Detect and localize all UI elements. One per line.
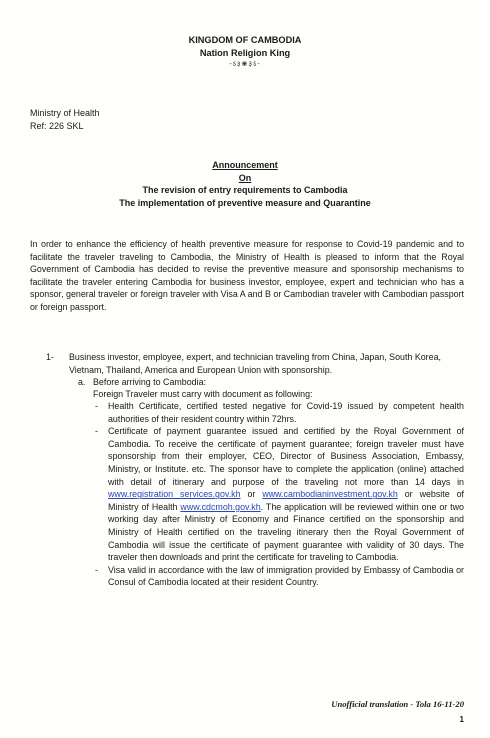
bullet-dash: -: [95, 564, 98, 575]
ministry-block: [30, 107, 100, 132]
bullet-dash: -: [95, 426, 98, 437]
translation-note: Unofficial translation - Tola 16-11-20: [331, 699, 464, 709]
item-text: Business investor, employee, expert, and technician traveling from China, Japan, South Korea, Vietnam, Thailand, America and European Union with sponsorship.: [69, 352, 441, 375]
intro-paragraph: In order to enhance the efficiency of health preventive measure for response to Covid-19 pandemic and to facilitate the traveler traveling to Cambodia, the Ministry of Health is pleased to inform that the Royal Government of Cambodia has decided to revise the preventive measure and sponsorship mechanisms to facilitate the traveler entering Cambodia for business investor, employee, expert and technician who has a sponsor, general traveler or foreign traveler with Visa A and B or Cambodian traveler with Cambodian passport or foreign passport.: [30, 239, 464, 312]
page-number: 1: [459, 715, 464, 724]
announcement-on: On: [238, 172, 252, 183]
announcement-title: Announcement: [212, 160, 278, 170]
ministry-name: Ministry of Health: [30, 108, 100, 118]
letterhead: [0, 34, 490, 70]
list-item-1: [46, 351, 464, 376]
sub-item-label: a.: [78, 377, 86, 387]
requirement-text: Health Certificate, certified tested negative for Covid-19 issued by competent health authorities of their resident country within 72hrs.: [108, 401, 464, 424]
registration-link[interactable]: www.registration services.gov.kh: [108, 489, 241, 500]
announcement-subject-2: The implementation of preventive measure and Quarantine: [119, 197, 371, 208]
sub-item-a: [78, 376, 464, 389]
requirement-text: Certificate of payment guarantee issued and certified by the Royal Government of Cambodia. To receive the certificate of payment guarantee; foreign traveler must have sponsorship from their employer, CEO, Director of Business Association, Embassy, Ministry, or Institute. etc. The sponsor have to complete the application (online) attached with detail of itinerary and purpose of the traveling not more than 14 days in: [108, 426, 464, 487]
requirement-visa: [95, 564, 464, 589]
item-number: 1-: [46, 352, 54, 362]
ornament-divider: -ऽ३❀३ऽ-: [229, 61, 261, 68]
requirement-text: Visa valid in accordance with the law of immigration provided by Embassy of Cambodia or Consul of Cambodia located at their resident Country.: [108, 564, 464, 588]
bullet-dash: -: [95, 401, 98, 411]
must-carry-text: Foreign Traveler must carry with document as following:: [93, 389, 313, 399]
cdcmoh-link[interactable]: www.cdcmoh.gov.kh: [180, 501, 261, 512]
cambodian-investment-link[interactable]: www.cambodianinvestment.gov.kh: [262, 489, 398, 500]
sub-item-text: Before arriving to Cambodia:: [93, 377, 206, 387]
reference-number: Ref: 226 SKL: [30, 120, 84, 131]
kingdom-title: KINGDOM OF CAMBODIA: [188, 35, 302, 45]
announcement-subject-1: The revision of entry requirements to Cambodia: [142, 185, 348, 196]
requirement-text: . The application will be reviewed within one or two working day after Ministry of Economy and Finance certified on the sponsorship and Ministry of Health certified on the traveling itinerary then the Royal Government of Cambodia will issue the certificate of payment guarantee with validity of 30 days. The traveler then downloads and print the certificate for traveling to Cambodia.: [108, 501, 464, 563]
link-separator: or: [240, 489, 263, 500]
requirement-text: or website of Ministry of Health: [108, 489, 464, 512]
national-motto: Nation Religion King: [199, 48, 291, 58]
requirement-health-certificate: [95, 400, 464, 425]
requirements-list: [95, 400, 464, 589]
announcement-heading: [0, 159, 490, 209]
requirement-payment-guarantee: [95, 425, 464, 564]
